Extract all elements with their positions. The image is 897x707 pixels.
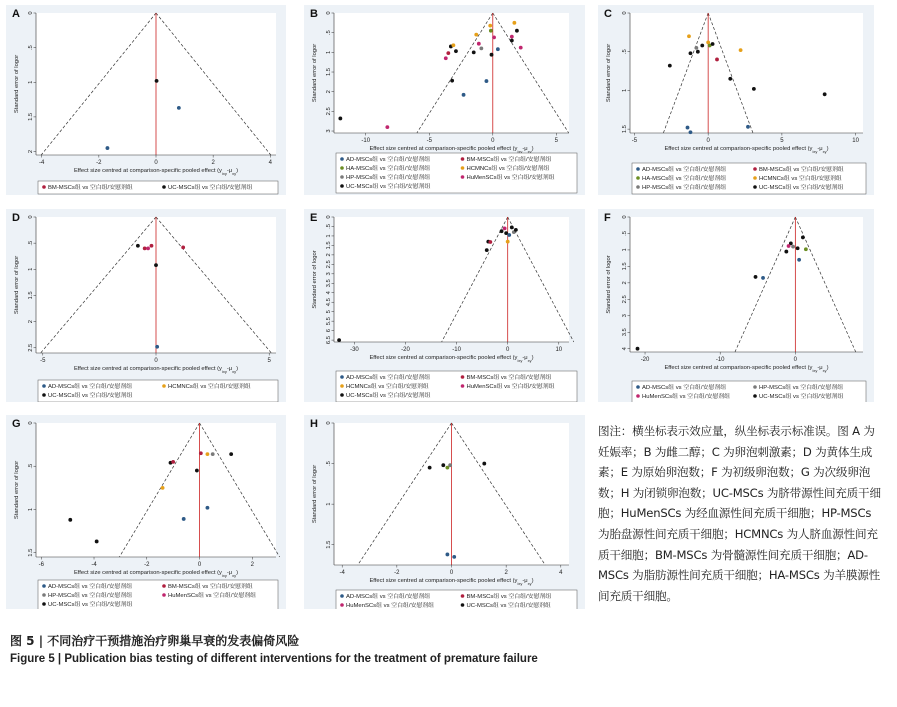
legend-marker-HuMenSCs	[162, 593, 166, 597]
figure-subtitle: Figure 5 | Publication bias testing of different interventions for the treatment of premature failure	[10, 653, 538, 665]
legend-marker-HCMNCs	[162, 384, 166, 388]
legend-label-BM: BM-MSCs组 vs 空白组/安慰剂组	[466, 594, 552, 600]
legend-marker-HuMenSCs	[461, 175, 465, 179]
data-point-AD	[485, 79, 489, 83]
data-point-UC	[428, 466, 432, 470]
legend-marker-UC	[340, 393, 344, 397]
y-tick-label: 1.5	[28, 548, 34, 557]
data-point-UC	[515, 29, 519, 33]
data-point-UC	[68, 518, 72, 522]
x-tick-label: 5	[267, 358, 271, 364]
legend-marker-AD	[340, 594, 344, 598]
y-tick-label: 0	[622, 11, 628, 15]
x-tick-label: 0	[449, 570, 454, 576]
panel-label: H	[310, 418, 318, 430]
y-tick-label: 1	[326, 502, 332, 506]
data-point-HuMenSCs	[492, 35, 496, 39]
legend-label-UC: UC-MSCs组 vs 空白组/安慰剂组	[759, 394, 844, 400]
legend-marker-HP	[753, 385, 757, 389]
data-point-HuMenSCs	[477, 42, 481, 46]
x-tick-label: 0	[793, 357, 798, 363]
x-tick-label: 4	[268, 160, 272, 166]
y-axis-label: Standard error of logor	[312, 43, 318, 103]
x-tick-label: -10	[452, 347, 461, 353]
legend-label-HP: HP-MSCs组 vs 空白组/安慰剂组	[346, 175, 431, 181]
data-point-UC	[700, 44, 704, 48]
legend-label-HCMNCs: HCMNCs组 vs 空白组/安慰剂组	[346, 384, 429, 390]
y-tick-label: .5	[326, 461, 332, 466]
legend-marker-AD	[340, 157, 344, 161]
legend-marker-BM	[461, 594, 465, 598]
y-tick-label: 0	[28, 421, 34, 425]
y-tick-label: 2	[326, 90, 332, 94]
panel-label: G	[12, 418, 21, 430]
legend-label-HCMNCs: HCMNCs组 vs 空白组/安慰剂组	[759, 176, 842, 182]
data-point-UC	[752, 87, 756, 91]
y-tick-label: 1.5	[326, 241, 332, 250]
legend-marker-HP	[340, 175, 344, 179]
legend-marker-UC	[461, 603, 465, 607]
data-point-UC	[500, 229, 504, 233]
legend-marker-HA	[340, 166, 344, 170]
y-tick-label: 1	[326, 50, 332, 54]
data-point-UC	[154, 263, 158, 267]
y-tick-label: 1	[28, 507, 34, 512]
legend-label-HuMenSCs: HuMenSCs组 vs 空白组/安慰剂组	[466, 384, 555, 390]
x-axis-label: Effect size centred at comparison-specific pooled effect $(y_{ixy}-\mu_{xy})$	[73, 168, 239, 176]
legend-label-AD: AD-MSCs组 vs 空白组/安慰剂组	[642, 167, 727, 173]
panel-label: F	[604, 212, 611, 224]
panel-label: B	[310, 8, 318, 20]
x-axis-label: Effect size centred at comparison-specific pooled effect $(y_{ixy}-\mu_{xy})$	[73, 570, 239, 578]
y-tick-label: 0	[28, 215, 34, 219]
y-tick-label: 2	[28, 319, 34, 324]
legend-label-UC: UC-MSCs组 vs 空白组/安慰剂组	[346, 393, 431, 399]
panel-D	[6, 209, 286, 402]
y-tick-label: 1.5	[326, 540, 332, 549]
legend-label-AD: AD-MSCs组 vs 空白组/安慰剂组	[48, 584, 133, 590]
plot-area	[630, 13, 863, 133]
legend-marker-HCMNCs	[340, 384, 344, 388]
y-tick-label: 2	[622, 281, 628, 285]
funnel-plot-G	[6, 415, 286, 609]
data-point-HP	[448, 463, 452, 467]
x-tick-label: -10	[361, 138, 371, 144]
panel-H	[304, 415, 585, 609]
data-point-BM	[199, 451, 203, 455]
y-axis-label: Standard error of logor	[14, 460, 20, 520]
legend-marker-HCMNCs	[461, 166, 465, 170]
data-point-HuMenSCs	[385, 125, 389, 129]
y-tick-label: 1.5	[28, 291, 34, 300]
y-tick-label: 6	[326, 329, 332, 333]
y-tick-label: 1	[28, 80, 34, 84]
data-point-BM	[488, 240, 492, 244]
y-tick-label: 3	[622, 314, 628, 318]
panel-B	[304, 5, 585, 195]
x-tick-label: -6	[38, 562, 44, 568]
data-point-HuMenSCs	[787, 244, 791, 248]
data-point-UC	[229, 452, 233, 456]
y-tick-label: 6.5	[326, 336, 332, 345]
data-point-UC	[696, 50, 700, 54]
legend-marker-UC	[753, 185, 757, 189]
x-tick-label: 10	[555, 347, 563, 353]
y-tick-label: 2.5	[326, 107, 332, 116]
y-tick-label: .5	[326, 224, 332, 229]
y-tick-label: 3	[326, 129, 332, 133]
data-point-HuMenSCs	[444, 56, 448, 60]
data-point-HCMNCs	[488, 24, 492, 28]
data-point-UC	[510, 226, 514, 230]
x-tick-label: 5	[554, 138, 558, 144]
data-point-BM	[446, 51, 450, 55]
data-point-AD	[177, 106, 181, 110]
data-point-HA	[489, 29, 493, 33]
x-tick-label: -4	[339, 570, 345, 576]
data-point-UC	[450, 79, 454, 83]
panel-label: C	[604, 8, 612, 20]
plot-area	[630, 217, 863, 352]
y-tick-label: 1	[622, 248, 628, 252]
data-point-UC	[441, 463, 445, 467]
x-tick-label: 5	[780, 138, 784, 144]
y-tick-label: 2.5	[28, 343, 34, 352]
x-tick-label: -2	[144, 562, 150, 568]
y-tick-label: .5	[622, 49, 628, 55]
data-point-AD	[689, 130, 693, 134]
y-tick-label: .5	[622, 231, 628, 236]
data-point-UC	[754, 275, 758, 279]
y-tick-label: 0	[326, 215, 332, 219]
y-axis-label: Standard error of logor	[606, 255, 612, 314]
plot-area	[36, 423, 276, 557]
data-point-HCMNCs	[687, 34, 691, 38]
y-tick-label: 2	[326, 253, 332, 257]
legend-label-AD: AD-MSCs组 vs 空白组/安慰剂组	[48, 384, 133, 390]
data-point-HP	[211, 452, 215, 456]
data-point-HCMNCs	[452, 43, 456, 47]
panel-F	[598, 209, 874, 402]
y-tick-label: 1	[622, 88, 628, 93]
legend-marker-HP	[636, 185, 640, 189]
y-tick-label: .5	[326, 30, 332, 36]
x-tick-label: 0	[197, 562, 202, 568]
funnel-plot-E	[304, 209, 585, 402]
y-tick-label: 5	[326, 310, 332, 314]
legend-marker-BM	[162, 584, 166, 588]
x-tick-label: -5	[631, 138, 638, 144]
data-point-HuMenSCs	[510, 35, 514, 39]
panel-E	[304, 209, 585, 402]
data-point-UC	[668, 64, 672, 68]
data-point-BM	[181, 245, 185, 249]
y-tick-label: 5.5	[326, 317, 332, 326]
y-tick-label: 0	[326, 421, 332, 425]
legend-label-HA: HA-MSCs组 vs 空白组/安慰剂组	[642, 176, 727, 182]
legend-label-BM: BM-MSCs组 vs 空白组/安慰剂组	[48, 185, 133, 191]
x-tick-label: 0	[491, 138, 495, 144]
data-point-UC	[472, 50, 476, 54]
panel-C	[598, 5, 874, 195]
data-point-AD	[452, 555, 456, 559]
y-tick-label: 1.5	[622, 125, 628, 134]
data-point-HP	[479, 47, 483, 51]
x-tick-label: -10	[715, 357, 725, 363]
legend-label-UC: UC-MSCs组 vs 空白组/安慰剂组	[48, 393, 133, 399]
data-point-UC	[136, 244, 140, 248]
funnel-plot-C	[598, 5, 874, 195]
data-point-BM	[150, 244, 154, 248]
x-tick-label: -2	[96, 160, 102, 166]
data-point-UC	[485, 248, 489, 252]
panel-G	[6, 415, 286, 609]
legend-label-HuMenSCs: HuMenSCs组 vs 空白组/安慰剂组	[346, 603, 435, 609]
funnel-plot-D	[6, 209, 286, 402]
legend-label-UC: UC-MSCs组 vs 空白组/安慰剂组	[466, 603, 551, 609]
y-tick-label: 4	[326, 291, 332, 295]
x-axis-label: Effect size centred at comparison-specific pooled effect $(y_{ixy}-\mu_{xy})$	[369, 146, 534, 154]
data-point-UC	[796, 246, 800, 250]
data-point-AD	[106, 146, 110, 150]
panel-label: A	[12, 8, 20, 20]
data-point-UC	[510, 39, 514, 43]
x-tick-label: -20	[401, 347, 410, 353]
data-point-AD	[761, 276, 765, 280]
legend-label-HA: HA-MSCs组 vs 空白组/安慰剂组	[346, 166, 431, 172]
legend-label-AD: AD-MSCs组 vs 空白组/安慰剂组	[642, 385, 727, 391]
data-point-HP	[694, 46, 698, 50]
data-point-AD	[462, 93, 466, 97]
data-point-BM	[143, 246, 147, 250]
x-axis-label: Effect size centred at comparison-specific pooled effect $(y_{ixy}-\mu_{xy})$	[73, 366, 239, 374]
data-point-UC	[95, 540, 99, 544]
x-tick-label: -5	[40, 358, 46, 364]
legend-marker-AD	[636, 167, 640, 171]
x-tick-label: 2	[211, 160, 215, 166]
x-tick-label: 10	[852, 138, 859, 144]
x-tick-label: -4	[91, 562, 97, 568]
panel-label: D	[12, 212, 20, 224]
legend-label-BM: BM-MSCs组 vs 空白组/安慰剂组	[466, 157, 552, 163]
x-tick-label: -4	[39, 160, 45, 166]
data-point-UC	[155, 79, 159, 83]
y-tick-label: .5	[28, 240, 34, 246]
x-axis-label: Effect size centred at comparison-specific pooled effect $(y_{ixy}-\mu_{xy})$	[369, 355, 534, 363]
legend-label-BM: BM-MSCs组 vs 空白组/安慰剂组	[168, 584, 253, 590]
y-tick-label: 3.5	[622, 328, 628, 337]
legend-marker-HA	[636, 176, 640, 180]
y-tick-label: 2	[28, 149, 34, 154]
figure-title: 图 5 | 不同治疗干预措施治疗卵巢早衰的发表偏倚风险	[10, 634, 300, 648]
legend-marker-HCMNCs	[753, 176, 757, 180]
y-tick-label: 4	[622, 347, 628, 351]
y-tick-label: 1	[28, 267, 34, 271]
legend-label-HP: HP-MSCs组 vs 空白组/安慰剂组	[759, 385, 844, 391]
funnel-plot-B	[304, 5, 585, 195]
legend-label-UC: UC-MSCs组 vs 空白组/安慰剂组	[346, 184, 431, 190]
legend-marker-HuMenSCs	[461, 384, 465, 388]
legend-label-HuMenSCs: HuMenSCs组 vs 空白组/安慰剂组	[642, 394, 731, 400]
data-point-HCMNCs	[512, 21, 516, 25]
legend-marker-AD	[42, 384, 46, 388]
x-axis-label: Effect size centred at comparison-specific pooled effect $(y_{ixy}-\mu_{xy})$	[369, 578, 534, 586]
y-axis-label: Standard error of logor	[14, 54, 20, 114]
data-point-UC	[337, 338, 341, 342]
y-tick-label: 3	[326, 272, 332, 276]
y-tick-label: 0	[28, 11, 34, 15]
data-point-HCMNCs	[161, 486, 165, 490]
x-axis-label: Effect size centred at comparison-specific pooled effect $(y_{ixy}-\mu_{xy})$	[664, 146, 829, 154]
data-point-UC	[482, 462, 486, 466]
panel-label: E	[310, 212, 318, 224]
funnel-plot-A	[6, 5, 286, 195]
legend-marker-BM	[461, 157, 465, 161]
legend-marker-UC	[162, 185, 166, 189]
y-tick-label: .5	[28, 45, 34, 51]
legend-marker-AD	[42, 584, 46, 588]
y-tick-label: 1.5	[326, 67, 332, 77]
x-tick-label: -5	[426, 138, 432, 144]
y-tick-label: 2.5	[622, 295, 628, 304]
legend-marker-BM	[461, 375, 465, 379]
legend-label-UC: UC-MSCs组 vs 空白组/安慰剂组	[759, 185, 844, 191]
legend-marker-UC	[753, 394, 757, 398]
legend-marker-UC	[42, 393, 46, 397]
funnel-plot-F	[598, 209, 874, 402]
legend-label-UC: UC-MSCs组 vs 空白组/安慰剂组	[48, 602, 133, 608]
x-tick-label: -20	[640, 357, 650, 363]
x-tick-label: 0	[706, 138, 710, 144]
x-tick-label: 0	[154, 358, 158, 364]
data-point-AD	[446, 553, 450, 557]
data-point-UC	[711, 42, 715, 46]
legend-marker-HuMenSCs	[340, 603, 344, 607]
legend-label-AD: AD-MSCs组 vs 空白组/安慰剂组	[346, 157, 431, 163]
y-axis-label: Standard error of logor	[606, 43, 612, 103]
y-tick-label: 3.5	[326, 279, 332, 288]
y-tick-label: 1.5	[622, 262, 628, 271]
x-tick-label: 2	[250, 562, 254, 568]
data-point-HP	[791, 245, 795, 249]
data-point-BM	[171, 460, 175, 464]
figure-note: 图注：横坐标表示效应量，纵坐标表示标准误。图 A 为妊娠率；B 为雌二醇；C 为卵泡刺激素；D 为黄体生成素；E 为原始卵泡数；F 为初级卵泡数；G 为次级卵泡数；H 为闭锁卵泡数；UC-MSCs 为脐带源性间充质干细胞；HuMenSCs 为经血源性间充质干细胞；HP-MSCs 为胎盘源性间充质干细胞；HCMNCs 为人脐血源性间充质干细胞；BM-MSCs 为骨髓源性间充质干细胞；AD-MSCs 为脂肪源性间充质干细胞；HA-MSCs 为羊膜源性间充质干细胞。	[598, 424, 881, 603]
legend-label-HCMNCs: HCMNCs组 vs 空白组/安慰剂组	[466, 166, 550, 172]
data-point-HCMNCs	[474, 33, 478, 37]
data-point-AD	[686, 126, 690, 130]
data-point-UC	[490, 53, 494, 57]
data-point-AD	[746, 125, 750, 129]
y-tick-label: 0	[326, 11, 332, 15]
data-point-UC	[689, 51, 693, 55]
data-point-AD	[797, 258, 801, 262]
x-tick-label: -2	[394, 570, 400, 576]
data-point-HCMNCs	[739, 48, 743, 52]
data-point-UC	[636, 347, 640, 351]
legend-marker-UC	[42, 602, 46, 606]
x-tick-label: 0	[154, 160, 158, 166]
data-point-HCMNCs	[206, 452, 210, 456]
legend-label-UC: UC-MSCs组 vs 空白组/安慰剂组	[168, 185, 253, 191]
data-point-AD	[206, 506, 210, 510]
data-point-UC	[514, 228, 518, 232]
data-point-UC	[195, 469, 199, 473]
legend-marker-BM	[753, 167, 757, 171]
data-point-HA	[804, 247, 808, 251]
data-point-UC	[801, 236, 805, 240]
plot-area	[334, 13, 569, 133]
legend-label-HP: HP-MSCs组 vs 空白组/安慰剂组	[642, 185, 727, 191]
data-point-UC	[823, 92, 827, 96]
legend-label-HCMNCs: HCMNCs组 vs 空白组/安慰剂组	[168, 384, 251, 390]
panel-A	[6, 5, 286, 195]
y-tick-label: 1.5	[28, 112, 34, 121]
x-axis-label: Effect size centred at comparison-specific pooled effect $(y_{ixy}-\mu_{xy})$	[664, 365, 829, 373]
data-point-AD	[496, 47, 500, 51]
data-point-UC	[338, 117, 342, 121]
legend-label-HuMenSCs: HuMenSCs组 vs 空白组/安慰剂组	[168, 593, 257, 599]
data-point-HCMNCs	[506, 240, 510, 244]
legend-marker-UC	[340, 184, 344, 188]
data-point-HuMenSCs	[519, 46, 523, 50]
legend-label-AD: AD-MSCs组 vs 空白组/安慰剂组	[346, 594, 431, 600]
data-point-HuMenSCs	[503, 226, 507, 230]
legend-label-HuMenSCs: HuMenSCs组 vs 空白组/安慰剂组	[466, 175, 555, 181]
legend-marker-AD	[340, 375, 344, 379]
legend-label-HP: HP-MSCs组 vs 空白组/安慰剂组	[48, 593, 133, 599]
y-tick-label: .5	[28, 463, 34, 469]
y-axis-label: Standard error of logor	[312, 250, 318, 309]
legend-marker-AD	[636, 385, 640, 389]
data-point-UC	[454, 49, 458, 53]
legend-marker-HuMenSCs	[636, 394, 640, 398]
y-tick-label: 4.5	[326, 298, 332, 307]
x-tick-label: 0	[506, 347, 510, 353]
data-point-AD	[507, 233, 511, 237]
y-tick-label: 2.5	[326, 260, 332, 269]
x-tick-label: 4	[559, 570, 563, 576]
legend-label-AD: AD-MSCs组 vs 空白组/安慰剂组	[346, 375, 431, 381]
data-point-AD	[182, 517, 186, 521]
data-point-UC	[784, 250, 788, 254]
funnel-plot-H	[304, 415, 585, 609]
y-tick-label: 0	[622, 215, 628, 219]
data-point-AD	[155, 345, 159, 349]
data-point-UC	[728, 77, 732, 81]
x-tick-label: 2	[504, 570, 508, 576]
x-tick-label: -30	[350, 347, 359, 353]
data-point-HuMenSCs	[146, 246, 150, 250]
legend-label-BM: BM-MSCs组 vs 空白组/安慰剂组	[466, 375, 552, 381]
data-point-BM	[715, 58, 719, 62]
y-axis-label: Standard error of logor	[312, 464, 318, 524]
legend-label-BM: BM-MSCs组 vs 空白组/安慰剂组	[759, 167, 844, 173]
legend-marker-BM	[42, 185, 46, 189]
y-tick-label: 1	[326, 234, 332, 238]
y-axis-label: Standard error of logor	[14, 255, 20, 315]
legend-marker-HP	[42, 593, 46, 597]
